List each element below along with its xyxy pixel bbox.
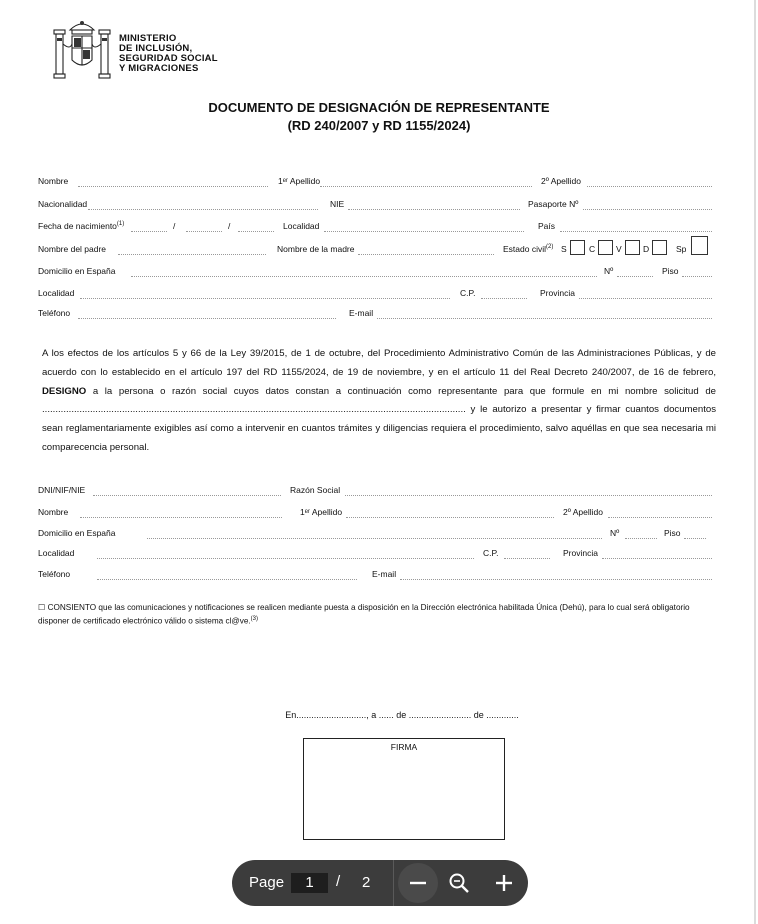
rep-cp-field[interactable] [504, 558, 550, 559]
page-edge [754, 0, 756, 924]
document-subtitle: (RD 240/2007 y RD 1155/2024) [287, 118, 471, 133]
page-separator: / [336, 873, 341, 890]
ministry-line: Y MIGRACIONES [119, 63, 199, 74]
field-label-nombre: Nombre [38, 507, 69, 517]
email-field[interactable] [377, 318, 712, 319]
date-separator: / [228, 221, 231, 231]
field-label-razon-social: Razón Social [290, 485, 341, 495]
field-label-apellido2: 2º Apellido [541, 176, 581, 186]
footnote-marker: (3) [250, 615, 258, 622]
signature-box[interactable] [303, 738, 505, 840]
designation-paragraph [42, 345, 716, 458]
field-label-localidad: Localidad [38, 548, 75, 558]
estado-civil-text: Estado civil [503, 244, 546, 254]
pais-field[interactable] [560, 231, 712, 232]
footnote-marker: (1) [116, 221, 125, 228]
fecha-label-text: Fecha de nacimiento [38, 221, 117, 231]
consent-checkbox-text[interactable] [38, 602, 718, 627]
ministry-line: SEGURIDAD SOCIAL [119, 53, 218, 64]
field-label-provincia: Provincia [540, 288, 575, 298]
pdf-viewer-toolbar [232, 860, 528, 906]
field-label-cp: C.P. [460, 288, 476, 298]
field-label-nombre-madre: Nombre de la madre [277, 244, 355, 254]
rep-domicilio-field[interactable] [147, 538, 602, 539]
nacionalidad-field[interactable] [88, 209, 318, 210]
current-page-input[interactable]: 1 [291, 873, 328, 893]
field-label-apellido2: 2º Apellido [563, 507, 603, 517]
footnote-marker: (2) [546, 244, 554, 251]
field-label-numero: Nº [604, 266, 614, 276]
razon-social-field[interactable] [345, 495, 712, 496]
field-label-nacionalidad: Nacionalidad [38, 199, 88, 209]
cp-field[interactable] [481, 298, 527, 299]
rep-telefono-field[interactable] [97, 579, 357, 580]
page-label: Page [249, 874, 285, 891]
dni-field[interactable] [93, 495, 281, 496]
field-label-cp: C.P. [483, 548, 499, 558]
field-label-piso: Piso [664, 528, 681, 538]
localidad-field[interactable] [324, 231, 524, 232]
rep-apellido2-field[interactable] [608, 517, 712, 518]
rep-nombre-field[interactable] [80, 517, 282, 518]
rep-email-field[interactable] [400, 579, 712, 580]
toolbar-divider [393, 860, 394, 906]
estado-option-s: S [561, 244, 567, 254]
fecha-mes-field[interactable] [186, 231, 222, 232]
estado-option-sp: Sp [676, 244, 687, 254]
estado-checkbox-d[interactable] [652, 240, 667, 255]
paragraph-text-2: a la persona o razón social cuyos datos constan a continuación como representante para que formule en mi nombre solicitud de ............................................................................................................................................................... y le autorizo a presentar y firmar cuantos documentos sean reglamentariamente exigibles así como a intervenir en cuantos trámites y diligencias requiera el procedimiento, salvo aquéllas en que sea necesaria mi comparecencia personal. [42, 385, 717, 453]
field-label-apellido1: 1ᵉʳ Apellido [300, 507, 343, 517]
place-date-line: En............................, a ...... de ......................... de ............. [285, 710, 519, 720]
minus-icon [398, 863, 438, 903]
fecha-anio-field[interactable] [238, 231, 274, 232]
domicilio-field[interactable] [131, 276, 597, 277]
field-label-domicilio: Domicilio en España [38, 266, 116, 276]
field-label-fecha-nacimiento [38, 221, 124, 231]
plus-icon [484, 863, 524, 903]
document-title: DOCUMENTO DE DESIGNACIÓN DE REPRESENTANTE [208, 100, 550, 115]
field-label-email: E-mail [372, 569, 397, 579]
estado-checkbox-v[interactable] [625, 240, 640, 255]
field-label-apellido1: 1ᵉʳ Apellido [278, 176, 321, 186]
zoom-in-button[interactable] [484, 863, 524, 903]
field-label-piso: Piso [662, 266, 679, 276]
estado-option-v: V [616, 244, 622, 254]
field-label-pais: País [538, 221, 556, 231]
field-label-dni: DNI/NIF/NIE [38, 485, 86, 495]
field-label-estado-civil [503, 244, 553, 254]
field-label-domicilio: Domicilio en España [38, 528, 116, 538]
rep-localidad-field[interactable] [97, 558, 474, 559]
ministry-line: DE INCLUSIÓN, [119, 43, 193, 54]
apellido2-field[interactable] [587, 186, 712, 187]
field-label-email: E-mail [349, 308, 374, 318]
field-label-telefono: Teléfono [38, 308, 71, 318]
provincia-field[interactable] [579, 298, 712, 299]
field-label-telefono: Teléfono [38, 569, 71, 579]
signature-label: FIRMA [390, 742, 418, 752]
zoom-out-button[interactable] [398, 863, 438, 903]
field-label-numero: Nº [610, 528, 620, 538]
estado-checkbox-sp[interactable] [691, 236, 708, 255]
paragraph-text-1: A los efectos de los artículos 5 y 66 de la Ley 39/2015, de 1 de octubre, del Procedimiento Administrativo Común de las Administraciones Públicas, y de acuerdo con lo establecido en el artículo 197 del RD 1155/2024, de 19 de noviembre, y en el artículo 11 del Real Decreto 240/2007, de 16 de febrero, [42, 348, 716, 378]
localidad2-field[interactable] [80, 298, 450, 299]
consent-text: ☐ CONSIENTO que las comunicaciones y notificaciones se realicen mediante puesta a disposición en la Dirección electrónica habilitada Única (Dehú), para lo cual será obligatorio disponer de certificado electrónico válido o sistema cl@ve. [38, 603, 690, 626]
telefono-field[interactable] [78, 318, 336, 319]
field-label-provincia: Provincia [563, 548, 598, 558]
estado-option-c: C [589, 244, 596, 254]
ministry-line: MINISTERIO [119, 33, 177, 44]
coat-of-arms-logo [50, 16, 114, 82]
rep-numero-field[interactable] [625, 538, 657, 539]
paragraph-bold-designo: DESIGNO [42, 385, 87, 397]
total-pages: 2 [362, 874, 371, 891]
rep-piso-field[interactable] [684, 538, 706, 539]
rep-apellido1-field[interactable] [346, 517, 554, 518]
estado-checkbox-c[interactable] [598, 240, 613, 255]
nombre-padre-field[interactable] [118, 254, 266, 255]
zoom-reset-button[interactable] [439, 863, 479, 903]
field-label-pasaporte: Pasaporte Nº [528, 199, 579, 209]
piso-field[interactable] [682, 276, 712, 277]
field-label-localidad: Localidad [283, 221, 320, 231]
nombre-madre-field[interactable] [358, 254, 494, 255]
date-separator: / [173, 221, 176, 231]
field-label-localidad2: Localidad [38, 288, 75, 298]
fecha-dia-field[interactable] [131, 231, 167, 232]
ministry-name [119, 34, 218, 74]
field-label-nombre: Nombre [38, 176, 69, 186]
estado-checkbox-s[interactable] [570, 240, 585, 255]
nie-field[interactable] [348, 209, 520, 210]
rep-provincia-field[interactable] [602, 558, 712, 559]
pasaporte-field[interactable] [583, 209, 712, 210]
field-label-nie: NIE [330, 199, 345, 209]
apellido1-field[interactable] [320, 186, 532, 187]
numero-field[interactable] [617, 276, 653, 277]
estado-option-d: D [643, 244, 650, 254]
nombre-field[interactable] [78, 186, 268, 187]
field-label-nombre-padre: Nombre del padre [38, 244, 107, 254]
zoom-magnifier-icon [439, 863, 479, 903]
